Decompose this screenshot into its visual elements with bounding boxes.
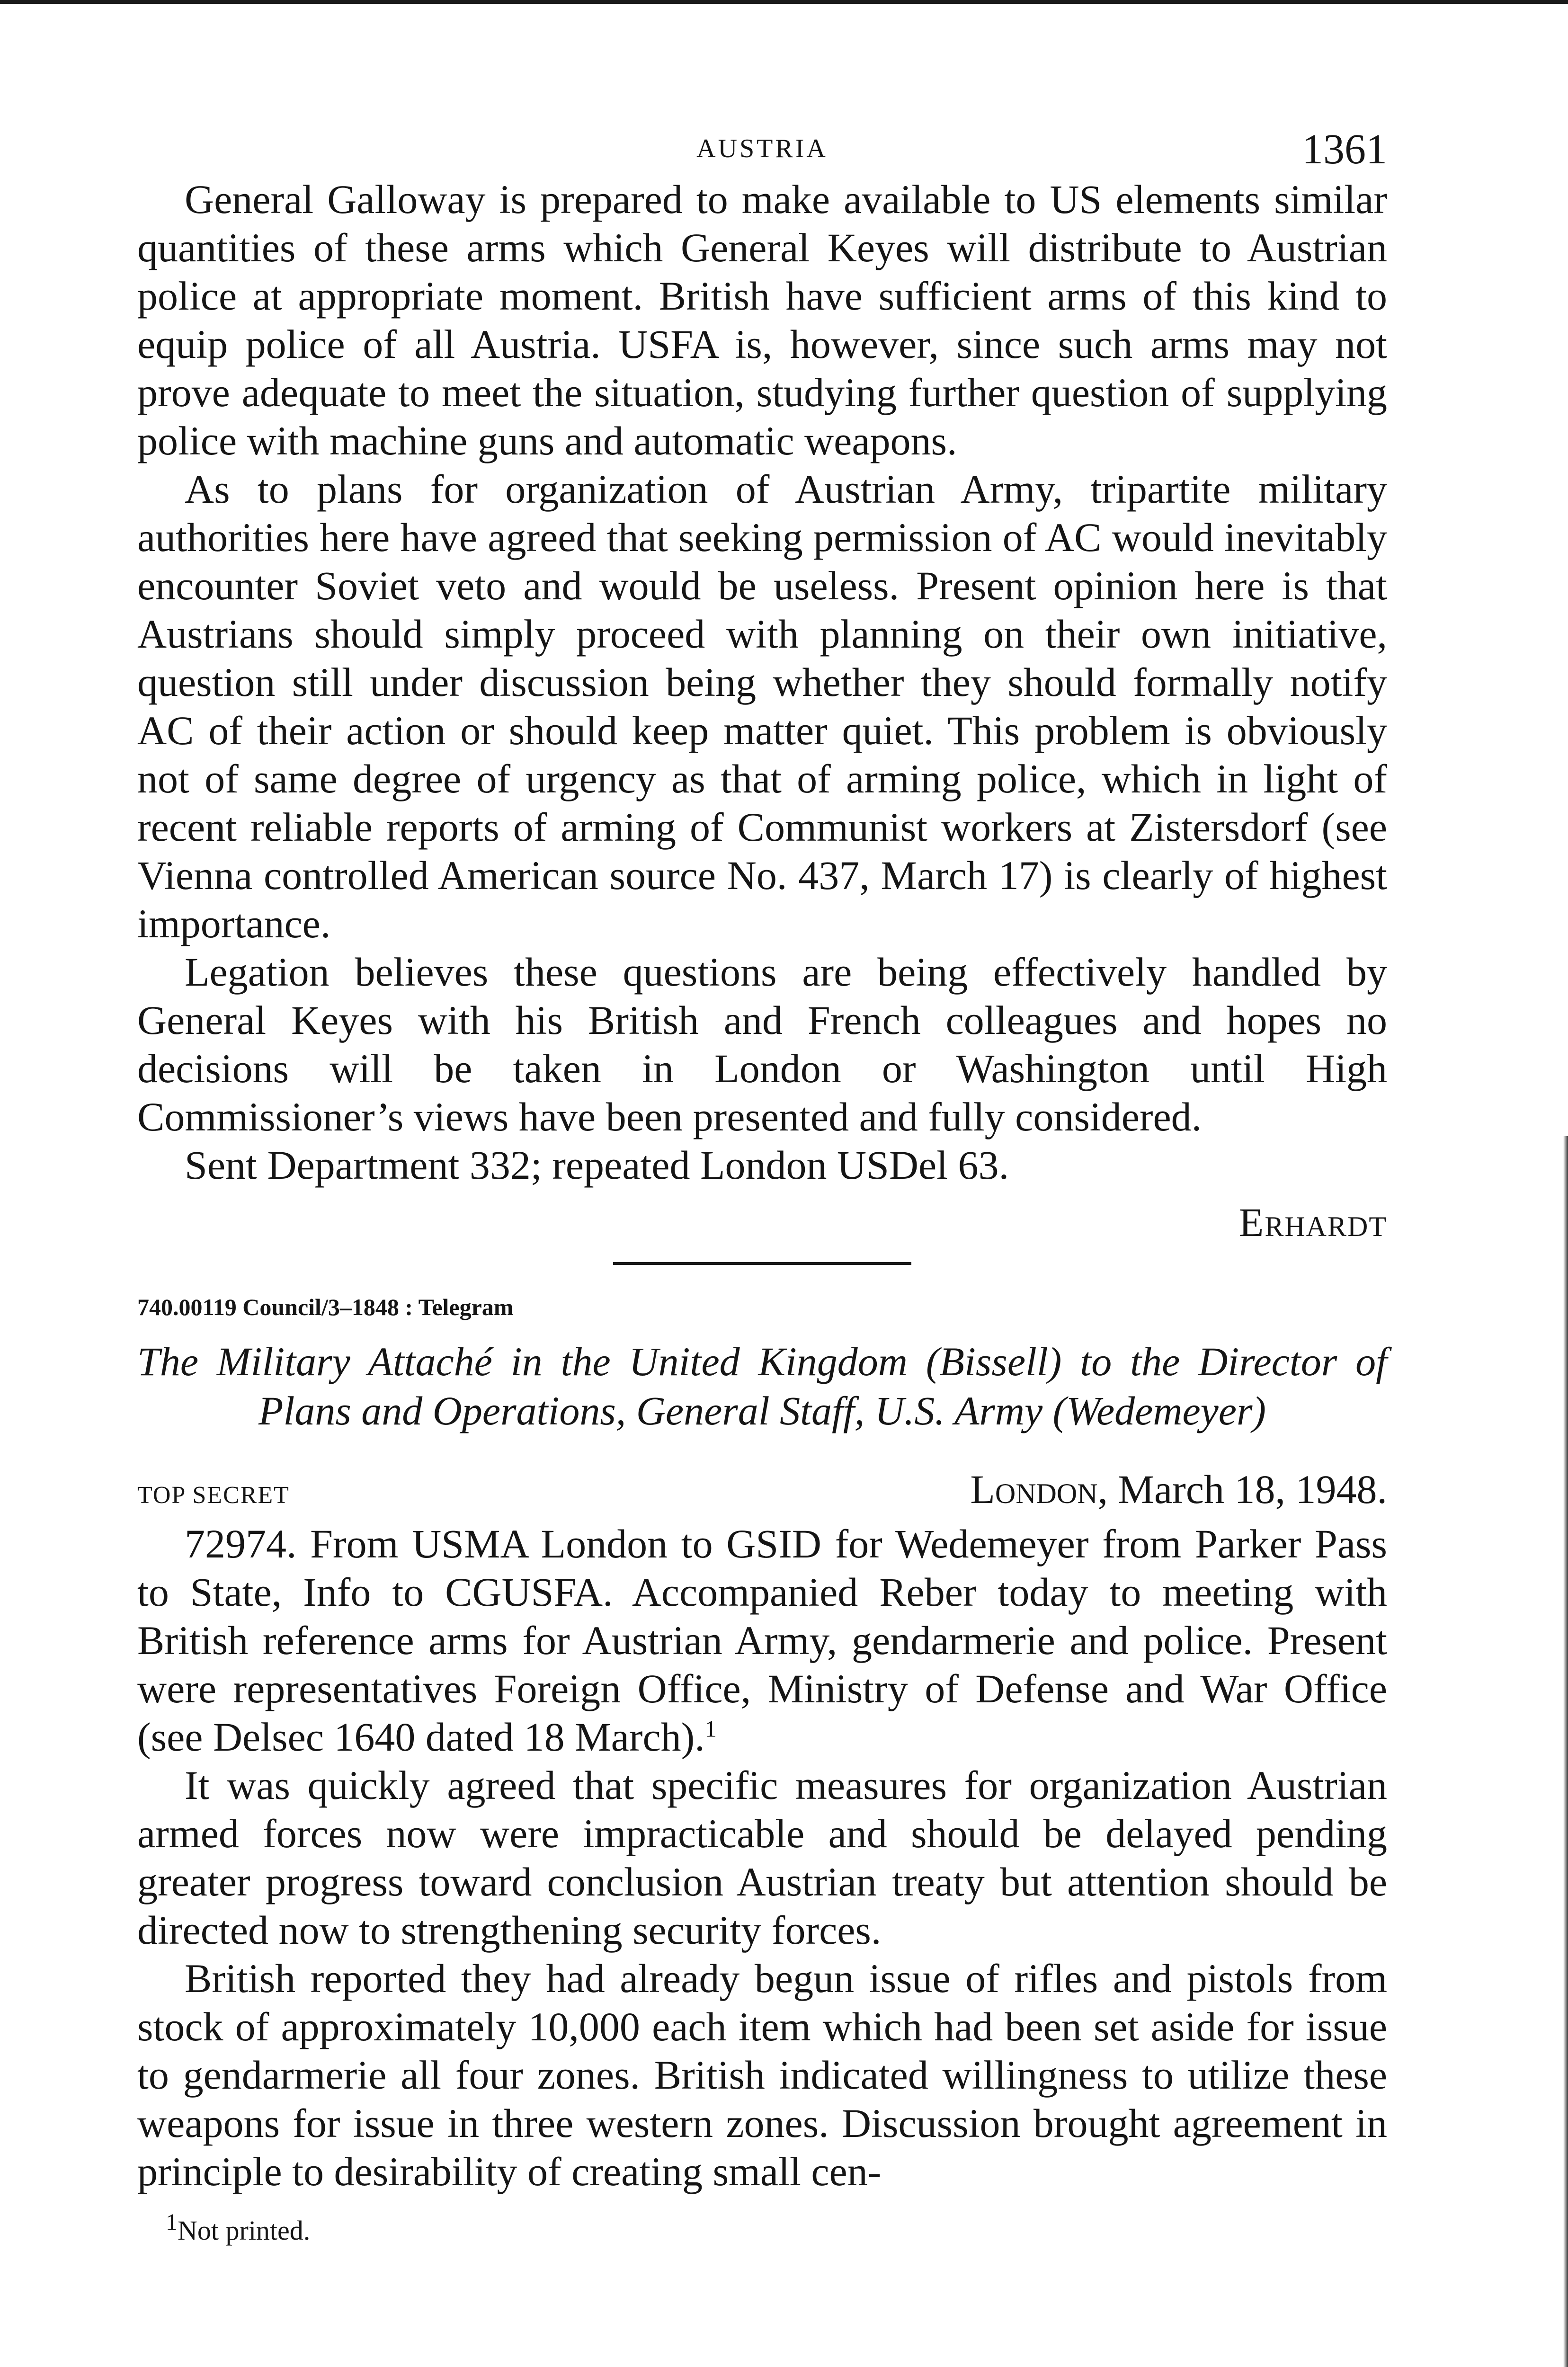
page-top-border	[0, 0, 1568, 4]
signature-erhardt	[137, 1199, 1387, 1245]
first-document	[137, 175, 1387, 1245]
place-date	[970, 1466, 1387, 1513]
paragraph-galloway: General Galloway is prepared to make available to US elements similar quantities of these arms which General Keyes will distribute to Austrian police at appropriate moment. British have sufficient arms of this kind to equip police of all Austria. USFA is, however, since such arms may not prove adequate to meet the situation, studying further question of supplying police with machine guns and automatic weapons.	[137, 177, 1387, 463]
paragraph-telegram-text: 72974. From USMA London to GSID for Wedemeyer from Parker Pass to State, Info to CGUSFA. Accompanied Reber today to meeting with British reference arms for Austrian Army, gendarmerie and police. Present were representatives Foreign Office, Ministry of Defense and War Office (see Delsec 1640 dated 18 March).	[137, 1521, 1387, 1760]
paragraph-army-organization: As to plans for organization of Austrian Army, tripartite military authorities here have agreed that seeking permission of AC would inevitably encounter Soviet veto and would be useless. Present opinion here is that Austrians should simply proceed with planning on their own initiative, question still under discussion being whether they should formally notify AC of their action or should keep matter quiet. This problem is obviously not of same degree of urgency as that of arming police, which in light of recent reliable reports of arming of Communist workers at Zistersdorf (see Vienna controlled American source No. 437, March 17) is clearly of highest importance.	[137, 466, 1387, 946]
footnote	[137, 2208, 1387, 2246]
paragraph-british-report: British reported they had already begun issue of rifles and pistols from stock of approximately 10,000 each item which had been set aside for issue to gendarmerie all four zones. British indicated willingness to utilize these weapons for issue in three western zones. Discussion brought agreement in principle to desirability of creating small cen-	[137, 1956, 1387, 2194]
footnote-reference: 1	[704, 1715, 717, 1742]
running-title: AUSTRIA	[696, 134, 828, 163]
page-edge-shadow	[1563, 1136, 1568, 2367]
file-reference: 740.00119 Council/3–1848 : Telegram	[137, 1294, 514, 1320]
page-number: 1361	[1302, 126, 1387, 173]
place: London	[970, 1467, 1098, 1512]
paragraph-agreement: It was quickly agreed that specific measures for organization Austrian armed forces now were impracticable and should be delayed pending greater progress toward conclusion Austrian treaty but attention should be directed now to strengthening security forces.	[137, 1762, 1387, 1953]
document-title: The Military Attaché in the United Kingdom (Bissell) to the Director of Plans and Operations, General Staff, U.S. Army (Wedemeyer)	[137, 1339, 1387, 1433]
paragraph-legation: Legation believes these questions are being effectively handled by General Keyes with his British and French colleagues and hopes no decisions will be taken in London or Washington until High Commissioner’s views have been presented and fully considered.	[137, 949, 1387, 1139]
running-head	[137, 118, 1387, 175]
section-divider	[613, 1262, 911, 1265]
dateline	[137, 1466, 1387, 1513]
signature-name: Erhardt	[1238, 1200, 1387, 1245]
footnote-text: Not printed.	[178, 2215, 311, 2246]
date: , March 18, 1948.	[1097, 1467, 1387, 1512]
footnote-mark: 1	[166, 2208, 178, 2235]
second-document	[137, 1293, 1387, 2196]
paragraph-sent-department: Sent Department 332; repeated London USDel 63.	[185, 1142, 1009, 1188]
classification-marking: TOP SECRET	[137, 1482, 290, 1509]
document-page	[137, 118, 1387, 2246]
paragraph-telegram-72974	[137, 1520, 1387, 1761]
